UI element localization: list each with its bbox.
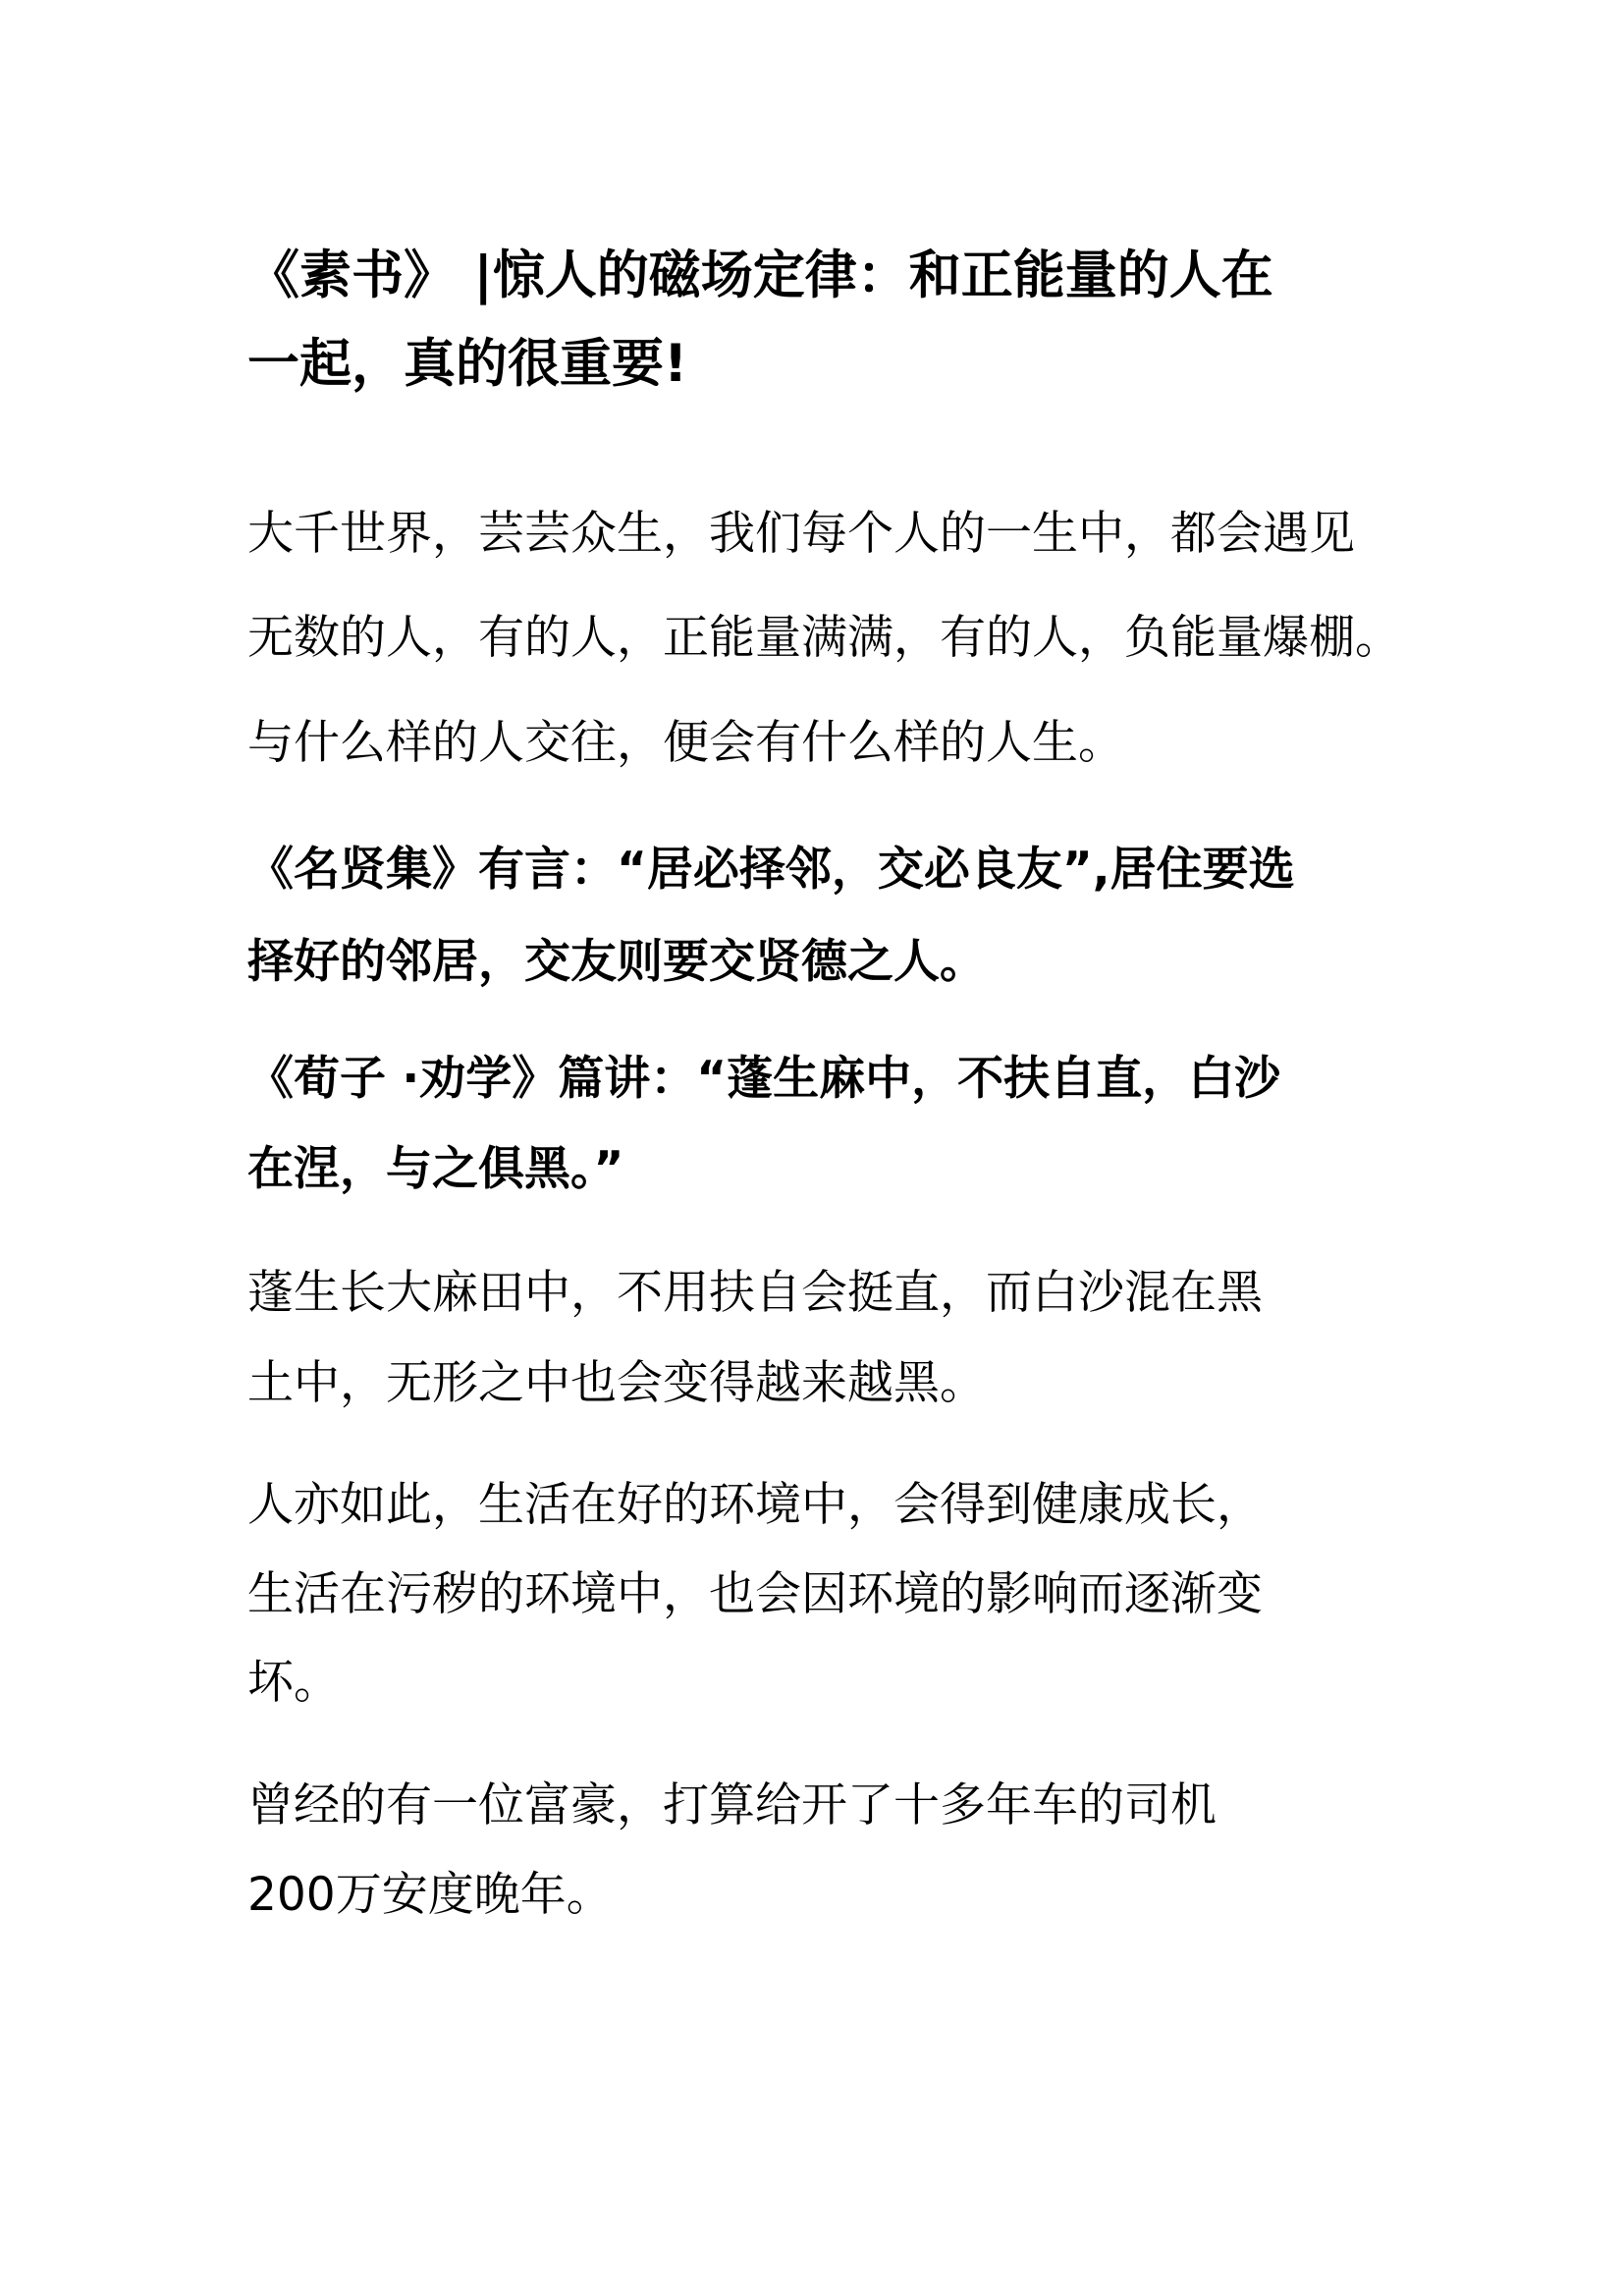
title-line-1: 《素书》 |惊人的磁场定律：和正能量的人在 [247,246,1273,305]
paragraph-1-line-1: 大千世界，芸芸众生，我们每个人的一生中，都会遇见 [247,507,1355,561]
paragraph-4-line-2: 土中，无形之中也会变得越来越黑。 [247,1356,986,1410]
paragraph-5-line-3: 坏。 [247,1656,340,1710]
paragraph-3-line-2: 在涅，与之俱黑。” [247,1142,624,1196]
paragraph-3-line-1: 《荀子 ·劝学》篇讲：“蓬生麻中，不扶自直，白沙 [247,1052,1281,1106]
paragraph-5-line-2: 生活在污秽的环境中，也会因环境的影响而逐渐变 [247,1567,1263,1621]
paragraph-6-line-2: 200万安度晚年。 [247,1868,613,1922]
paragraph-5-line-1: 人亦如此，生活在好的环境中，会得到健康成长， [247,1478,1263,1532]
paragraph-2-line-2: 择好的邻居，交友则要交贤德之人。 [247,935,986,989]
paragraph-1-line-3: 与什么样的人交往，便会有什么样的人生。 [247,716,1124,770]
paragraph-4-line-1: 蓬生长大麻田中，不用扶自会挺直，而白沙混在黑 [247,1266,1263,1320]
paragraph-2-line-1: 《名贤集》有言：“居必择邻，交必良友”,居住要选 [247,843,1295,897]
paragraph-1-line-2: 无数的人，有的人，正能量满满，有的人，负能量爆棚。 [247,611,1401,665]
title-line-2: 一起，真的很重要! [247,334,688,394]
paragraph-6-line-1: 曾经的有一位富豪，打算给开了十多年车的司机 [247,1778,1217,1832]
